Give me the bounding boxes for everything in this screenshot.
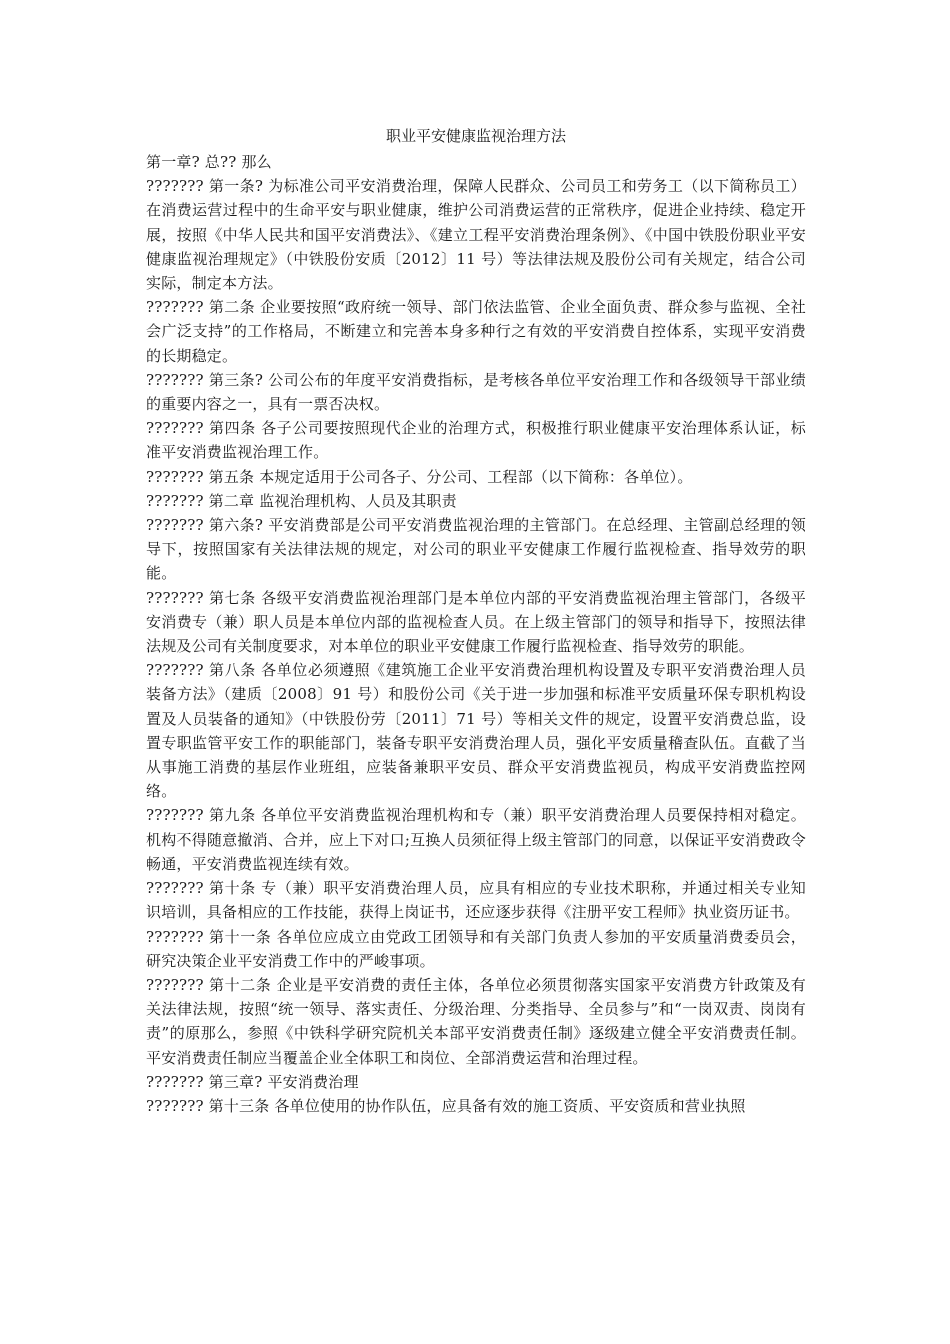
chapter-heading: ??????? 第二章 监视治理机构、人员及其职责 — [146, 491, 457, 510]
article-paragraph: ??????? 第五条 本规定适用于公司各子、分公司、工程部（以下简称：各单位）。 — [146, 467, 693, 486]
chapter-heading: 第一章? 总?? 那么 — [146, 153, 272, 171]
article-paragraph: ??????? 第一条? 为标准公司平安消费治理，保障人民群众、公司员工和劳务工（以下简称员工）在消费运营过程中的生命平安与职业健康，维护公司消费运营的正常秩序，促进企业持续、稳定开展，按照《中华人民共和国平安消费法》、《建立工程平安消费治理条例》、《中国中铁股份职业平安健康监视治理规定》（中铁股份安质〔2012〕11 号）等法律法规及股份公司有关规定，结合公司实际，制定本方法。 — [146, 177, 806, 293]
article-paragraph: ??????? 第二条 企业要按照“政府统一领导、部门依法监管、企业全面负责、群众参与监视、全社会广泛支持”的工作格局，不断建立和完善本身多种行之有效的平安消费自控体系，实现平安消费的长期稳定。 — [146, 298, 806, 365]
article-paragraph: ??????? 第十三条 各单位使用的协作队伍，应具备有效的施工资质、平安资质和营业执照 — [146, 1096, 746, 1115]
article-paragraph: ??????? 第六条? 平安消费部是公司平安消费监视治理的主管部门。在总经理、主管副总经理的领导下，按照国家有关法律法规的规定，对公司的职业平安健康工作履行监视检查、指导效劳的职能。 — [146, 516, 806, 583]
chapter-heading: ??????? 第三章? 平安消费治理 — [146, 1072, 359, 1091]
document-title: 职业平安健康监视治理方法 — [385, 127, 566, 145]
document-page — [146, 124, 806, 1118]
article-paragraph: ??????? 第七条 各级平安消费监视治理部门是本单位内部的平安消费监视治理主管部门，各级平安消费专（兼）职人员是本单位内部的监视检查人员。在上级主管部门的领导和指导下，按照法律法规及公司有关制度要求，对本单位的职业平安健康工作履行监视检查、指导效劳的职能。 — [146, 588, 806, 656]
article-paragraph: ??????? 第四条 各子公司要按照现代企业的治理方式，积极推行职业健康平安治理体系认证，标准平安消费监视治理工作。 — [146, 419, 806, 462]
article-paragraph: ??????? 第三条? 公司公布的年度平安消费指标，是考核各单位平安治理工作和各级领导干部业绩的重要内容之一，具有一票否决权。 — [146, 370, 806, 414]
article-paragraph: ??????? 第十条 专（兼）职平安消费治理人员，应具有相应的专业技术职称，并通过相关专业知识培训，具备相应的工作技能，获得上岗证书，还应逐步获得《注册平安工程师》执业资历证书。 — [146, 879, 806, 922]
article-paragraph: ??????? 第八条 各单位必须遵照《建筑施工企业平安消费治理机构设置及专职平安消费治理人员装备方法》（建质〔2008〕91 号）和股份公司《关于进一步加强和标准平安质量环保专职机构设置及人员装备的通知》（中铁股份劳〔2011〕71 号）等相关文件的规定，设置平安消费总监，设置专职监管平安工作的职能部门，装备专职平安消费治理人员，强化平安质量稽查队伍。直截了当从事施工消费的基层作业班组，应装备兼职平安员、群众平安消费监视员，构成平安消费监控网络。 — [146, 661, 806, 801]
article-paragraph: ??????? 第十二条 企业是平安消费的责任主体，各单位必须贯彻落实国家平安消费方针政策及有关法律法规，按照“统一领导、落实责任、分级治理、分类指导、全员参与”和“一岗双责、岗岗有责”的原那么，参照《中铁科学研究院机关本部平安消费责任制》逐级建立健全平安消费责任制。平安消费责任制应当覆盖企业全体职工和岗位、全部消费运营和治理过程。 — [146, 975, 806, 1067]
article-paragraph: ??????? 第十一条 各单位应成立由党政工团领导和有关部门负责人参加的平安质量消费委员会，研究决策企业平安消费工作中的严峻事项。 — [146, 927, 806, 970]
article-paragraph: ??????? 第九条 各单位平安消费监视治理机构和专（兼）职平安消费治理人员要保持相对稳定。机构不得随意撤消、合并，应上下对口;互换人员须征得上级主管部门的同意，以保证平安消费政令畅通，平安消费监视连续有效。 — [146, 806, 806, 873]
